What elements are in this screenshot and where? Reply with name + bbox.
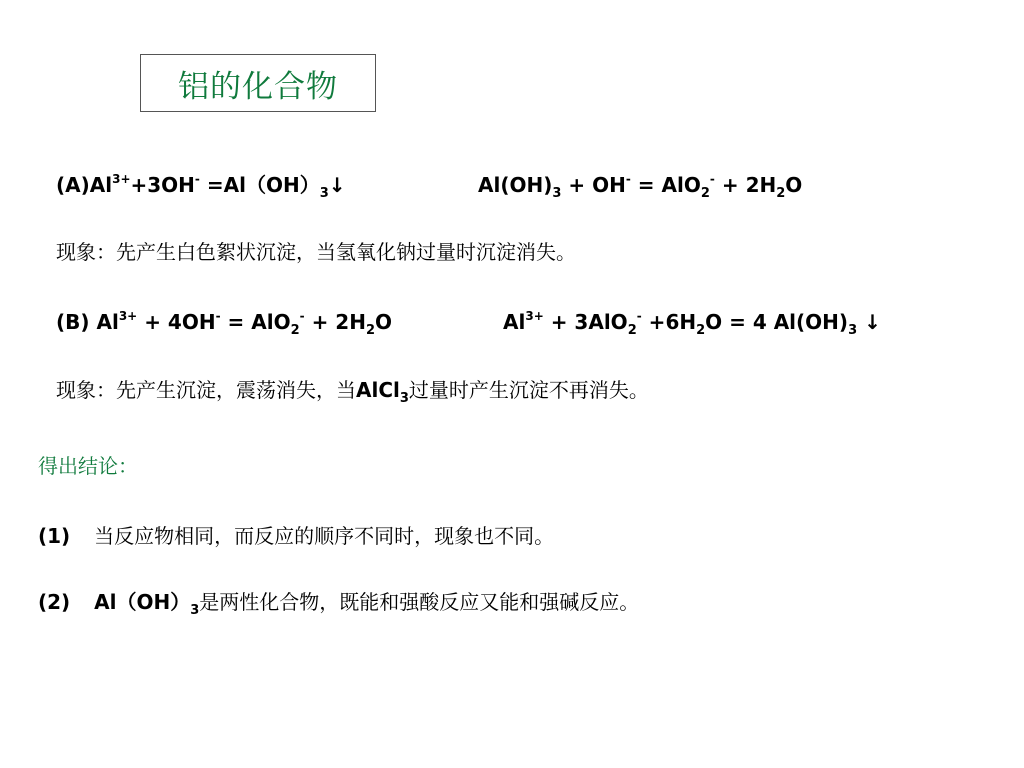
title-box [140, 54, 376, 112]
phenomenon-text: 先产生白色絮状沉淀，当氢氧化钠过量时沉淀消失。 [116, 240, 576, 264]
eq-b-sup: - [299, 309, 305, 323]
eq-a-text: (A)Al [56, 173, 113, 197]
eq-a-sub: 2 [776, 186, 786, 201]
eq-a-text: =Al（OH） [199, 173, 320, 197]
eq-b-text: O [375, 310, 393, 334]
eq-b-text: + 4OH [137, 310, 216, 334]
equation-b [56, 309, 393, 338]
precipitate-arrow: ↓ [328, 173, 346, 197]
eq-b-text: +6H [641, 310, 697, 334]
eq-b-text: + 2H [304, 310, 366, 334]
eq-a-sup: 3+ [112, 172, 131, 186]
eq-a-text: +3OH [130, 173, 195, 197]
eq-a-sup: - [625, 172, 631, 186]
phenomenon-label: 现象： [56, 240, 116, 264]
conclusion-heading-text: 得出结论： [38, 454, 138, 478]
eq-b-sub: 2 [365, 323, 376, 338]
phenomenon-a [56, 240, 576, 264]
eq-a-text: Al(OH) [478, 173, 553, 197]
eq-a-sub: 2 [700, 186, 710, 201]
eq-b-text: Al [503, 310, 526, 334]
phenomenon-formula-sub: 3 [399, 391, 409, 406]
phenomenon-formula: AlCl [356, 378, 400, 402]
phenomenon-label: 现象： [56, 378, 116, 402]
eq-a-sub: 3 [319, 186, 329, 201]
eq-b-text: = AlO [220, 310, 291, 334]
equation-a [56, 172, 346, 201]
eq-a-sub: 3 [552, 186, 562, 201]
eq-b-text: + 3AlO [543, 310, 628, 334]
eq-b-sub: 3 [848, 323, 858, 338]
phenomenon-b [56, 378, 649, 406]
conclusion-number: (1) [38, 524, 71, 548]
conclusion-item-2 [38, 590, 640, 618]
conclusion-heading [38, 454, 138, 478]
eq-b-sup: - [636, 309, 642, 323]
phenomenon-text: 过量时产生沉淀不再消失。 [408, 378, 649, 402]
eq-b-sub: 2 [290, 323, 300, 338]
slide-title: 铝的化合物 [178, 68, 338, 105]
conclusion-formula-sub: 3 [190, 603, 200, 618]
conclusion-number: (2) [38, 590, 71, 614]
eq-b-sup: - [215, 309, 221, 323]
equation-b-second [503, 309, 881, 338]
eq-a-text: + 2H [714, 173, 777, 197]
phenomenon-text: 先产生沉淀，震荡消失，当 [116, 378, 356, 402]
eq-b-sup: 3+ [525, 309, 544, 323]
eq-a-sup: - [709, 172, 715, 186]
eq-b-text: (B) Al [56, 310, 119, 334]
conclusion-item-1 [38, 524, 554, 548]
precipitate-arrow: ↓ [857, 310, 881, 334]
conclusion-text: 是两性化合物，既能和强酸反应又能和强碱反应。 [199, 590, 640, 614]
eq-a-text: + OH [561, 173, 626, 197]
eq-b-sup: 3+ [118, 309, 138, 323]
eq-a-text: = AlO [630, 173, 701, 197]
eq-b-text: O = 4 Al(OH) [705, 310, 849, 334]
eq-a-sup: - [194, 172, 200, 186]
conclusion-text: 当反应物相同，而反应的顺序不同时，现象也不同。 [94, 524, 555, 548]
eq-a-text: O [785, 173, 803, 197]
eq-b-sub: 2 [627, 323, 637, 338]
equation-a-second [478, 172, 803, 201]
eq-b-sub: 2 [696, 323, 706, 338]
conclusion-formula: Al（OH） [94, 590, 191, 614]
